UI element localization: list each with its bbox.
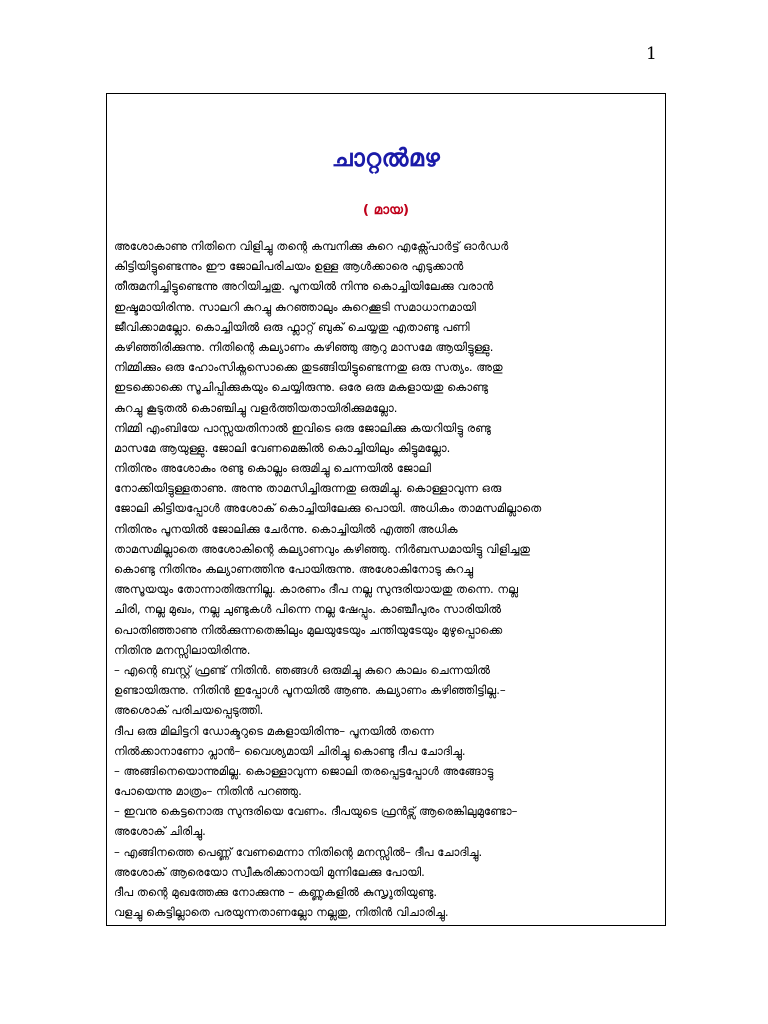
body-line: കഴിഞ്ഞിരിക്കുന്നു. നിതിന്റെ കല്യാണം കഴിഞ്ഞു ആറു മാസമേ ആയിട്ടുള്ളു. [114,339,494,354]
body-line: കിട്ടിയിട്ടുണ്ടെന്നും ഈ ജോലിപരിചയം ഉള്ള ആൾക്കാരെ എടുക്കാൻ [114,259,464,274]
body-line: – എന്റെ ബസ്റ്റ് ഫ്രണ്ട് നിതിൻ. ഞങ്ങൾ ഒരുമിച്ചു കുറെ കാലം ചെന്നയിൽ [114,662,491,677]
story-title: ചാറ്റൽമഴ [331,144,441,172]
body-line: ചിരി, നല്ല മുഖം, നല്ല ചുണ്ടുകൾ പിന്നെ നല്ല ഷേപ്പും. കാഞ്ചീപുരം സാരിയിൽ [114,602,502,617]
body-line: ഇടക്കൊക്കെ സൂചിപ്പിക്കുകയും ചെയ്യിരുന്നു. ഒരേ ഒരു മകളായതു കൊണ്ടു [114,380,488,395]
body-line: ദീപ ഒരു മിലിട്ടറി ഡോക്ടറുടെ മകളായിരിന്നു– പൂനയിൽ തന്നെ [114,723,434,738]
body-line: ജീവിക്കാമല്ലോ. കൊച്ചിയിൽ ഒരു ഫ്ലാറ്റ് ബുക് ചെയ്യതു എതാണ്ടു പണി [114,319,470,334]
body-line: – അങ്ങിനെയൊന്നുമില്ല. കൊള്ളാവുന്ന ജൊലി തരപ്പെട്ടപ്പോൾ അങ്ങോട്ടു [114,763,494,778]
body-line: നിമ്മിക്കും ഒരു ഹോംസിക്നസൊക്കെ തുടങ്ങിയിട്ടുണ്ടെന്നതു ഒരു സത്യം. അതു [114,360,503,375]
body-line: – എങ്ങിനത്തെ പെണ്ണ് വേണമെന്നാ നിതിന്റെ മനസ്സിൽ– ദീപ ചോദിച്ചു. [114,844,483,859]
body-line: നിൽക്കാനാണോ പ്ലാൻ– വൈശ്യമായി ചിരിച്ചു കൊണ്ടു ദീപ ചോദിച്ചു. [114,743,466,758]
story-body [114,236,660,922]
body-line: അശോക് ചിരിച്ചു. [114,824,206,839]
body-line: അശോക് ആരെയോ സ്വീകരിക്കാനായി മുന്നിലേക്കു പോയി. [114,864,425,879]
body-line: നിതിനും പൂനയിൽ ജോലിക്കു ചേർന്നു. കൊച്ചിയിൽ എത്തി അധിക [114,521,458,536]
body-line: – ഇവനു കെട്ടനൊരു സുന്ദരിയെ വേണം. ദീപയുടെ ഫ്രൻട്സ് ആരെങ്കിലുമുണ്ടോ– [114,804,518,819]
body-line: ജോലി കിട്ടിയപ്പോൾ അശോക് കൊച്ചിയിലേക്കു പൊയി. അധികം താമസമില്ലാതെ [114,501,542,516]
body-line: കുറച്ചു കൂടുതൽ കൊഞ്ചിച്ചു വളർത്തിയതായിരിക്കുമല്ലോ. [114,400,398,415]
body-line: കൊണ്ടു നിതിനും കല്യാണത്തിനു പോയിരുന്നു. അശോകിനോടു കുറച്ചു [114,562,474,576]
body-line: ഉണ്ടായിരുന്നു. നിതിൻ ഇപ്പോൾ പൂനയിൽ ആണു. കല്യാണം കഴിഞ്ഞിട്ടില്ല.– [114,683,506,698]
story-frame [106,93,666,926]
body-line: നിമ്മി എംബിയേ പാസ്സയതിനാൽ ഇവിടെ ഒരു ജോലിക്കു കയറിയിട്ടു രണ്ടു [114,420,491,435]
body-line: പോയെന്നു മാത്രം– നിതിൻ പറഞ്ഞു. [114,784,302,799]
body-line: ദീപ തന്റെ മുഖത്തേക്കു നോക്കുന്നു – കണ്ണുകളിൽ കുസൃുതിയുണ്ടു. [114,885,438,899]
body-line: നോക്കിയിട്ടുള്ളതാണു. അന്നു താമസിച്ചിരുന്നതു ഒരുമിച്ചു. കൊള്ളാവുന്ന ഒരു [114,481,502,496]
body-line: അസൂയയും തോന്നാതിരുന്നില്ല. കാരണം ദീപ നല്ല സുന്ദരിയായതു തന്നെ. നല്ല [114,582,519,597]
body-line: മാസമേ ആയുള്ളു. ജോലി വേണമെങ്കിൽ കൊച്ചിയിലും കിട്ടുമല്ലോ. [114,440,451,455]
page-number: 1 [646,44,657,64]
author-name: ( മായ) [362,202,410,218]
body-line: തീരുമനിച്ചിട്ടുണ്ടെന്നു അറിയിച്ചതു. പൂനയിൽ നിന്നു കൊച്ചിയിലേക്കു വരാൻ [114,279,494,294]
body-line: നിതിനു മനസ്സിലായിരിന്നു. [114,642,251,657]
body-line: വളച്ചു കെട്ടില്ലാതെ പരയുന്നതാണല്ലോ നല്ലതു, നിതിൻ വിചാരിച്ചു. [114,905,449,920]
body-line: അശൊക് പരിചയപ്പെടുത്തി. [114,703,264,718]
body-line: താമസമില്ലാതെ അശോകിന്റെ കല്യാണവും കഴിഞ്ഞു. നിർബന്ധമായിട്ടു വിളിച്ചതു [114,541,531,556]
body-line: നിതിനും അശോകും രണ്ടു കൊല്ലം ഒരുമിച്ചു ചെന്നയിൽ ജോലി [114,461,431,476]
body-line: അശോകാണു നിതിനെ വിളിച്ചു തന്റെ കമ്പനിക്കു കുറെ എക്സ്പോർട്ട് ഓർഡർ [114,239,509,253]
body-line: പൊതിഞ്ഞാണു നിൽക്കുന്നതെങ്കിലും മുലയുടേയും ചന്തിയുടേയും മുഴുപ്പൊക്കെ [114,622,503,637]
body-line: ഇഷ്ടമായിരിന്നു. സാലറി കുറച്ചു കുറഞ്ഞാലും കുറെക്കൂടി സമാധാനമായി [114,299,476,314]
